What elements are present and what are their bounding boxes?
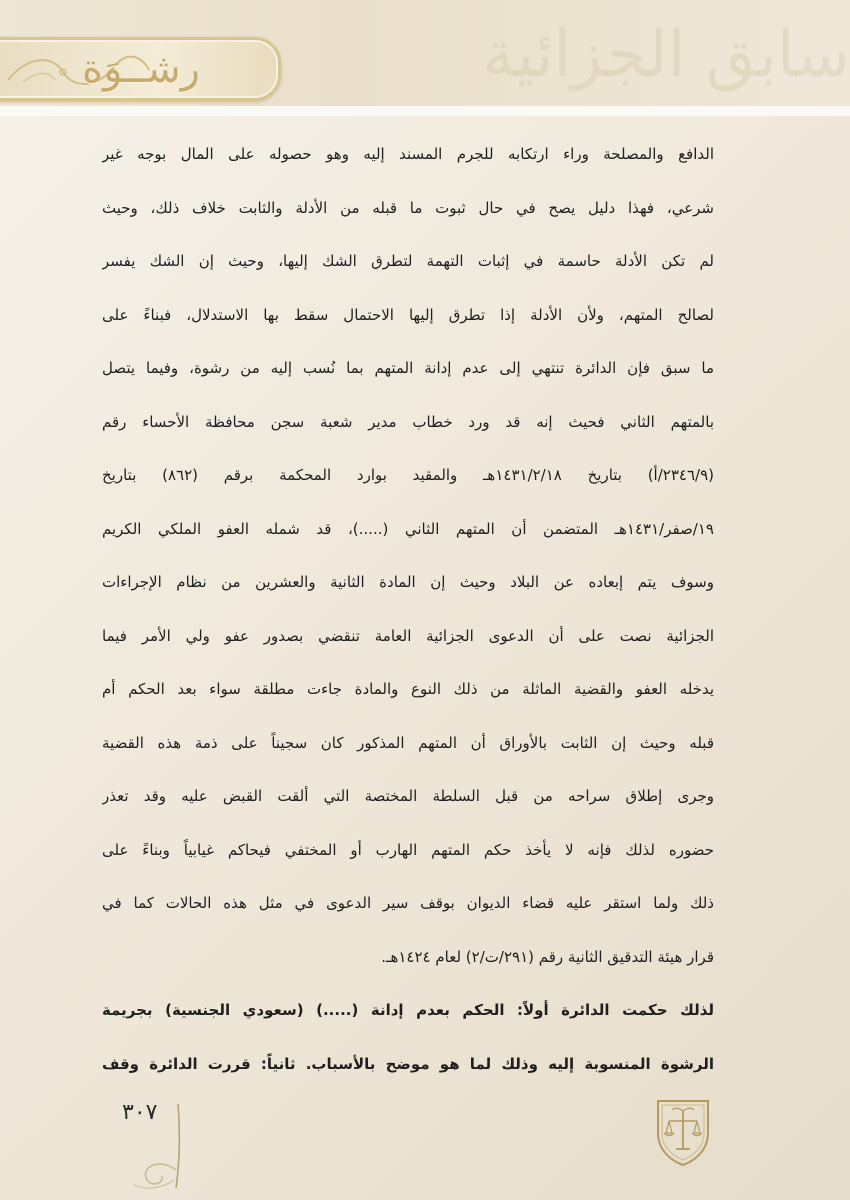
body-line: قرار هيئة التدقيق الثانية رقم (٢٩١/ت/٢) لعام ١٤٢٤هـ.	[381, 947, 714, 966]
body-line: الدافع والمصلحة وراء ارتكابه للجرم المسند إليه وهو حصوله على المال بوجه غير	[102, 145, 714, 163]
page-number: ٣٠٧	[122, 1100, 158, 1125]
section-title: رشــوَة	[82, 46, 200, 92]
body-line: وجرى إطلاق سراحه من قبل السلطة المختصة التي ألقت القبض عليه وقد تعذر	[102, 787, 714, 805]
body-line: يدخله العفو والقضية الماثلة من ذلك النوع والمادة جاءت مطلقة سواء بعد الحكم أم	[102, 680, 714, 698]
document-body	[102, 128, 714, 1091]
body-line: شرعي، فهذا دليل يصح في حال ثبوت ما قبله من الأدلة والثابت خلاف ذلك، وحيث	[102, 198, 714, 217]
body-line: الجزائية نصت على أن الدعوى الجزائية العامة تنقضي بصدور عفو ولي الأمر فيما	[102, 626, 714, 645]
ruling-line: لذلك حكمت الدائرة أولاً: الحكم بعدم إدانة (.....) (سعودي الجنسية) بجريمة	[102, 1001, 714, 1019]
body-line: قبله وحيث إن الثابت بالأوراق أن المتهم المذكور كان سجيناً على ذمة هذه القضية	[102, 733, 714, 752]
body-line: بالمتهم الثاني فحيث إنه قد ورد خطاب مدير شعبة سجن محافظة الأحساء رقم	[102, 412, 714, 431]
body-line: ١٩/صفر/١٤٣١هـ المتضمن أن المتهم الثاني (.....)، قد شمله العفو الملكي الكريم	[102, 519, 714, 538]
body-line: حضوره لذلك فإنه لا يأخذ حكم المتهم الهارب أو المختفي فيحاكم غيابياً وبناءً على	[102, 840, 714, 859]
section-title-plate	[0, 37, 281, 101]
body-line: ما سبق فإن الدائرة تنتهي إلى عدم إدانة المتهم بما نُسب إليه من رشوة، وفيما يتصل	[102, 359, 714, 377]
body-line: لم تكن الأدلة حاسمة في إثبات التهمة لتطرق الشك إليها، وحيث إن الشك يفسر	[102, 252, 714, 270]
scales-palm-emblem-icon	[652, 1093, 714, 1167]
footer-swirl-ornament-icon	[130, 1100, 190, 1192]
body-line: لصالح المتهم، ولأن الأدلة إذا تطرق إليها الاحتمال سقط بها الاستدلال، فبناءً على	[102, 305, 714, 324]
ruling-line: الرشوة المنسوبة إليه وذلك لما هو موضح بالأسباب. ثانياً: قررت الدائرة وقف	[102, 1054, 714, 1073]
body-line: وسوف يتم إبعاده عن البلاد وحيث إن المادة الثانية والعشرين من نظام الإجراءات	[102, 573, 714, 591]
body-line: ذلك ولما استقر عليه قضاء الديوان بوقف سير الدعوى في مثل هذه الحالات كما في	[102, 894, 714, 912]
header-background-calligraphy: سابق الجزائية	[482, 18, 850, 92]
body-line: (٢٣٤٦/٩/أ) بتاريخ ١٤٣١/٢/١٨هـ والمقيد بوارد المحكمة برقم (٨٦٢) بتاريخ	[102, 466, 714, 484]
